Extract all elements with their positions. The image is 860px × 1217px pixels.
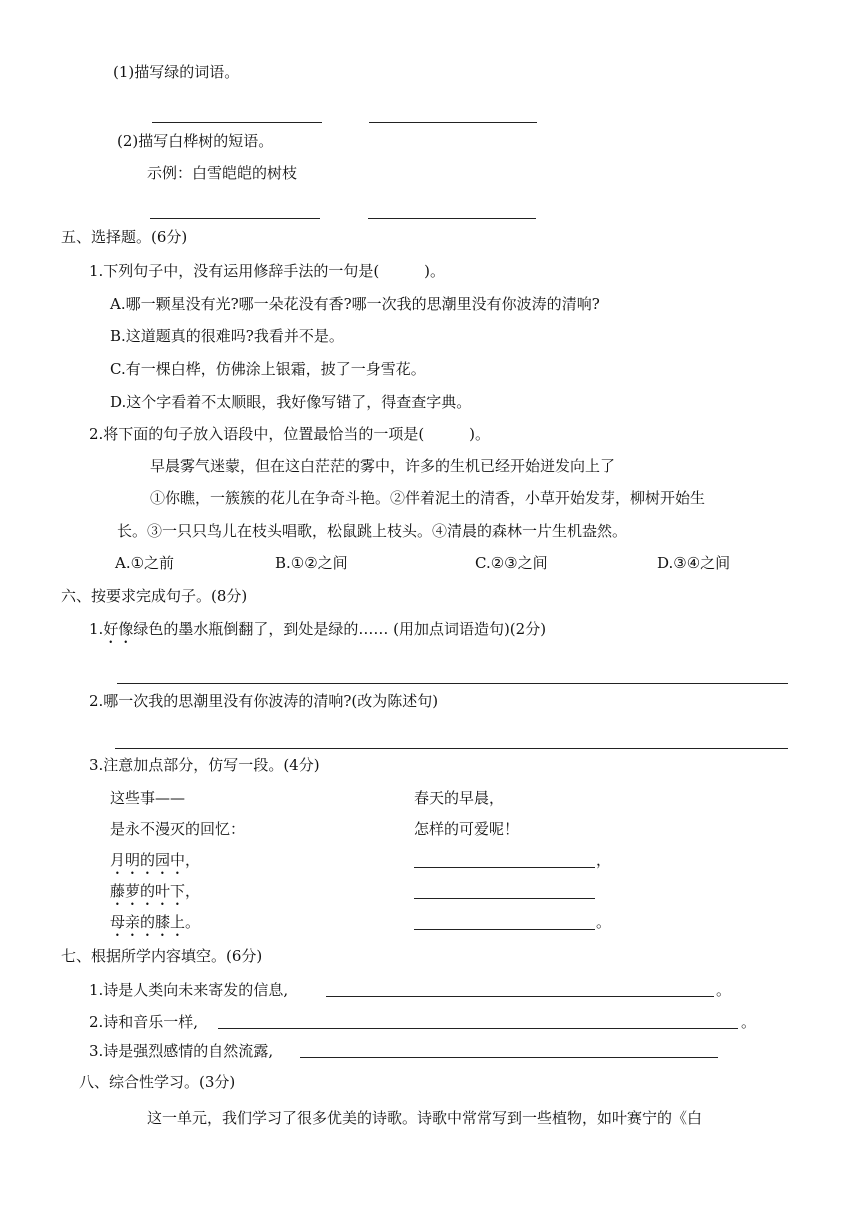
choice-option-d: D.这个字看着不太顺眼，我好像写错了，得查查字典。 — [110, 393, 472, 411]
fill-question-1: 1.诗是人类向未来寄发的信息, — [89, 981, 289, 999]
poem-left-line-1: 这些事—— — [110, 789, 186, 807]
choice-option-a: A.哪一颗星没有光?哪一朵花没有香?哪一次我的思潮里没有你波涛的清响? — [110, 295, 600, 313]
answer-line[interactable] — [300, 1057, 718, 1058]
answer-line[interactable] — [369, 122, 537, 123]
answer-line[interactable] — [414, 898, 595, 899]
paragraph-line-1: ①你瞧，一簇簇的花儿在争奇斗艳。②伴着泥土的清香，小草开始发芽，柳树开始生 — [150, 489, 706, 507]
question-text: 绿色的墨水瓶倒翻了，到处是绿的…… (用加点词语造句)(2分) — [133, 620, 547, 638]
punctuation: 。 — [716, 981, 732, 999]
choice2-option-b: B.①②之间 — [275, 554, 348, 572]
question-number: 1. — [89, 620, 104, 638]
choice-option-b: B.这道题真的很难吗?我看并不是。 — [110, 327, 344, 345]
punctuation: 。 — [741, 1013, 757, 1031]
choice-option-c: C.有一棵白桦，仿佛涂上银霜，披了一身雪花。 — [110, 360, 426, 378]
poem-left-line-4 — [110, 881, 200, 909]
question-describe-green: (1)描写绿的词语。 — [113, 63, 240, 81]
answer-line[interactable] — [150, 218, 320, 219]
choice-question-1: 1.下列句子中，没有运用修辞手法的一句是( )。 — [89, 262, 446, 280]
section-heading-fill: 七、根据所学内容填空。(6分) — [61, 947, 263, 965]
sentence-question-3: 3.注意加点部分，仿写一段。(4分) — [89, 756, 320, 774]
choice2-option-a: A.①之前 — [115, 554, 175, 572]
choice2-option-c: C.②③之间 — [475, 554, 548, 572]
poem-right-line-2: 怎样的可爱呢！ — [414, 820, 520, 838]
answer-line[interactable] — [414, 929, 595, 930]
punctuation: 。 — [596, 913, 612, 931]
fill-question-2: 2.诗和音乐一样, — [89, 1013, 199, 1031]
answer-line[interactable] — [218, 1028, 738, 1029]
comprehensive-paragraph: 这一单元，我们学习了很多优美的诗歌。诗歌中常常写到一些植物，如叶赛宁的《白 — [147, 1109, 703, 1127]
answer-line[interactable] — [117, 683, 788, 684]
sentence-question-2: 2.哪一次我的思潮里没有你波涛的清响?(改为陈述句) — [89, 692, 439, 710]
punctuation: ， — [596, 851, 612, 869]
dotted-word: 好像 — [103, 620, 134, 638]
dotted-phrase: 母亲的膝上 — [110, 913, 186, 931]
paragraph-line-2: 长。③一只只鸟儿在枝头唱歌，松鼠跳上枝头。④清晨的森林一片生机盎然。 — [117, 522, 628, 540]
insert-sentence: 早晨雾气迷蒙，但在这白茫茫的雾中，许多的生机已经开始迸发向上了 — [150, 457, 616, 475]
answer-line[interactable] — [368, 218, 536, 219]
sentence-question-1 — [89, 619, 546, 647]
section-heading-sentences: 六、按要求完成句子。(8分) — [61, 587, 248, 605]
answer-line[interactable] — [152, 122, 322, 123]
choice2-option-d: D.③④之间 — [657, 554, 731, 572]
punctuation: 。 — [185, 913, 201, 931]
poem-right-line-1: 春天的早晨， — [414, 789, 505, 807]
fill-question-3: 3.诗是强烈感情的自然流露, — [89, 1042, 274, 1060]
poem-left-line-3 — [110, 850, 200, 878]
dotted-phrase: 月明的园中 — [110, 851, 186, 869]
poem-left-line-5 — [110, 912, 200, 940]
dotted-phrase: 藤萝的叶下 — [110, 882, 186, 900]
question-describe-birch: (2)描写白桦树的短语。 — [117, 132, 274, 150]
choice-question-2: 2.将下面的句子放入语段中，位置最恰当的一项是( )。 — [89, 425, 491, 443]
answer-line[interactable] — [326, 996, 714, 997]
section-heading-choice: 五、选择题。(6分) — [61, 228, 188, 246]
punctuation: ， — [185, 882, 201, 900]
example-text: 示例：白雪皑皑的树枝 — [147, 164, 298, 182]
answer-line[interactable] — [115, 748, 788, 749]
punctuation: ， — [185, 851, 201, 869]
poem-left-line-2: 是永不漫灭的回忆： — [110, 820, 246, 838]
section-heading-comprehensive: 八、综合性学习。(3分) — [79, 1073, 236, 1091]
answer-line[interactable] — [414, 867, 595, 868]
